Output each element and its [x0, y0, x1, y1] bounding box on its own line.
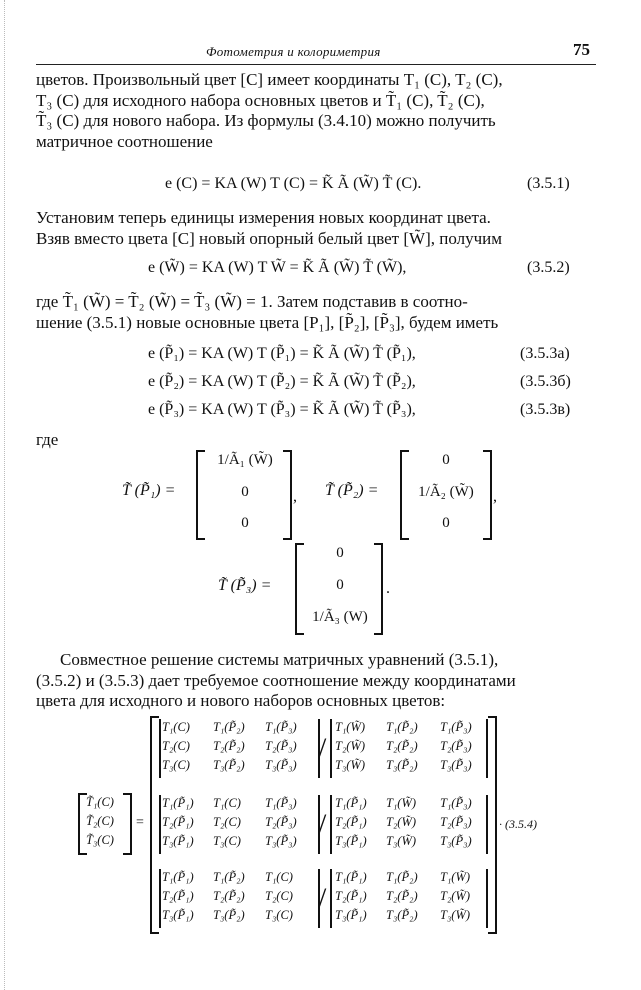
- period: .: [386, 580, 390, 597]
- determinant-cell: T₃(P̃₁): [162, 908, 194, 922]
- determinant-cell: T₃(P̃₂): [213, 908, 245, 922]
- determinant-cell: T₃(C): [162, 758, 190, 772]
- determinant-bar: [486, 869, 488, 928]
- determinant-cell: T₁(P̃₁): [162, 796, 194, 810]
- determinant-cell: T₁(P̃₃): [265, 720, 297, 734]
- determinant-cell: T₂(P̃₁): [335, 889, 367, 903]
- determinant-bar: [486, 795, 488, 854]
- matrix-cell: 0: [241, 515, 249, 531]
- determinant-cell: T₃(C): [265, 908, 293, 922]
- determinant-cell: T₂(W̃): [440, 889, 471, 903]
- equation-352: e (W̃) = KA (W) T W̃ = K̃ Ã (W̃) T̃ (W̃),: [148, 259, 407, 276]
- determinant-bar: [159, 869, 161, 928]
- determinant-bar: [486, 719, 488, 778]
- determinant-bar: [330, 795, 332, 854]
- determinant-cell: T₃(P̃₁): [335, 834, 367, 848]
- equation-number: (3.5.3а): [520, 345, 570, 362]
- matrix-cell: 0: [241, 484, 249, 500]
- determinant-cell: T₁(C): [213, 796, 241, 810]
- equation-353a: e (P̃₁) = KA (W) T (P̃₁) = K̃ Ã (W̃) T̃ (P̃₁),: [148, 345, 416, 362]
- lhs-cell: T̃₂(C): [86, 814, 114, 828]
- determinant-cell: T₁(P̃₁): [335, 870, 367, 884]
- bracket-left: [150, 716, 159, 934]
- equals-sign: =: [136, 815, 144, 830]
- equation-number: (3.5.3в): [520, 401, 571, 418]
- determinant-cell: T₃(P̃₃): [265, 834, 297, 848]
- fraction-slash: /: [318, 808, 327, 841]
- determinant-cell: T₂(C): [162, 739, 190, 753]
- text-line: где T̃₁ (W̃) = T̃₂ (W̃) = T̃₃ (W̃) = 1. Затем подставив в соотно-: [36, 292, 468, 311]
- text-line: Совместное решение системы матричных уравнений (3.5.1),: [60, 650, 499, 669]
- equation-number: (3.5.1): [527, 175, 570, 192]
- equation-351: e (C) = KA (W) T (C) = K̃ Ã (W̃) T̃ (C).: [165, 175, 422, 192]
- determinant-bar: [159, 795, 161, 854]
- comma: ,: [293, 488, 297, 505]
- where-label: где: [36, 430, 59, 449]
- determinant-cell: T₁(C): [162, 720, 190, 734]
- determinant-cell: T₁(P̃₂): [213, 720, 245, 734]
- text-line: Взяв вместо цвета [C] новый опорный белый цвет [W̃], получим: [36, 228, 502, 248]
- matrix-cell: 0: [336, 545, 344, 561]
- matrix-cell: 0: [336, 577, 344, 593]
- matrix-cell: 1/Ã₃ (W): [312, 609, 368, 625]
- equation-number: (3.5.2): [527, 259, 570, 276]
- matrix-cell: 0: [442, 452, 450, 468]
- determinant-cell: T₁(P̃₁): [335, 796, 367, 810]
- determinant-cell: T₂(P̃₁): [162, 815, 194, 829]
- determinant-cell: T₂(P̃₂): [386, 889, 418, 903]
- text-line: T̃₃ (C) для нового набора. Из формулы (3.4.10) можно получить: [36, 111, 496, 130]
- text-line: T₃ (C) для исходного набора основных цветов и T̃₁ (C), T̃₂ (C),: [36, 90, 485, 110]
- determinant-cell: T₁(P̃₂): [386, 870, 418, 884]
- fraction-slash: /: [318, 882, 327, 915]
- determinant-cell: T₁(W̃): [440, 870, 471, 884]
- equation-number: · (3.5.4): [499, 817, 537, 831]
- determinant-cell: T₂(P̃₂): [386, 739, 418, 753]
- determinant-bar: [159, 719, 161, 778]
- determinant-cell: T₃(P̃₃): [440, 834, 472, 848]
- determinant-cell: T₁(P̃₂): [213, 870, 245, 884]
- determinant-cell: T₁(P̃₃): [440, 796, 472, 810]
- determinant-cell: T₂(W̃): [386, 815, 417, 829]
- determinant-bar: [330, 719, 332, 778]
- lhs-cell: T̃₃(C): [86, 833, 114, 847]
- text-line: шение (3.5.1) новые основные цвета [P₁], [P̃₂], [P̃₃], будем иметь: [36, 312, 499, 332]
- text-line: (3.5.2) и (3.5.3) дает требуемое соотношение между координатами: [36, 670, 516, 690]
- text-line: матричное соотношение: [36, 131, 213, 151]
- determinant-cell: T₁(P̃₂): [386, 720, 418, 734]
- comma: ,: [493, 488, 497, 505]
- determinant-cell: T₂(P̃₁): [162, 889, 194, 903]
- equation-353c: e (P̃₃) = KA (W) T (P̃₃) = K̃ Ã (W̃) T̃ (P̃₃),: [148, 401, 416, 418]
- determinant-cell: T₃(P̃₂): [386, 908, 418, 922]
- determinant-cell: T₂(W̃): [335, 739, 366, 753]
- determinant-bar: [330, 869, 332, 928]
- vector-p2-label: T̃ (P̃₂) =: [325, 482, 379, 499]
- determinant-cell: T₁(W̃): [386, 796, 417, 810]
- determinant-cell: T₂(P̃₁): [335, 815, 367, 829]
- determinant-cell: T₂(P̃₃): [440, 739, 472, 753]
- equation-353b: e (P̃₂) = KA (W) T (P̃₂) = K̃ Ã (W̃) T̃ (P̃₂),: [148, 373, 416, 390]
- determinant-cell: T₁(W̃): [335, 720, 366, 734]
- determinant-cell: T₃(W̃): [440, 908, 471, 922]
- text-line: цветов. Произвольный цвет [C] имеет координаты T₁ (C), T₂ (C),: [36, 70, 503, 89]
- running-title: Фотометрия и колориметрия: [206, 44, 381, 59]
- determinant-cell: T₁(P̃₃): [440, 720, 472, 734]
- fraction-slash: /: [318, 732, 327, 765]
- determinant-cell: T₂(P̃₃): [265, 739, 297, 753]
- determinant-cell: T₂(C): [265, 889, 293, 903]
- text-line: Установим теперь единицы измерения новых координат цвета.: [36, 208, 491, 227]
- vector-p1-label: T̃ (P̃₁) =: [122, 482, 176, 499]
- determinant-cell: T₁(P̃₁): [162, 870, 194, 884]
- determinant-cell: T₃(W̃): [386, 834, 417, 848]
- determinant-cell: T₂(P̃₂): [213, 739, 245, 753]
- matrix-cell: 1/Ã₂ (W̃): [418, 484, 474, 500]
- matrix-cell: 1/Ã₁ (W̃): [217, 452, 273, 468]
- determinant-cell: T₁(C): [265, 870, 293, 884]
- bracket-right: [123, 793, 132, 855]
- matrix-cell: 0: [442, 515, 450, 531]
- determinant-cell: T₃(P̃₁): [335, 908, 367, 922]
- determinant-cell: T₂(P̃₃): [265, 815, 297, 829]
- vector-p3-label: T̃ (P̃₃) =: [218, 577, 272, 594]
- determinant-cell: T₃(P̃₂): [386, 758, 418, 772]
- determinant-cell: T₃(P̃₃): [265, 758, 297, 772]
- determinant-cell: T₃(P̃₁): [162, 834, 194, 848]
- determinant-cell: T₃(P̃₃): [440, 758, 472, 772]
- determinant-cell: T₂(P̃₃): [440, 815, 472, 829]
- page-number: 75: [573, 40, 590, 59]
- determinant-cell: T₃(P̃₂): [213, 758, 245, 772]
- determinant-cell: T₁(P̃₃): [265, 796, 297, 810]
- lhs-cell: T̃₁(C): [86, 795, 114, 809]
- text-line: цвета для исходного и нового наборов основных цветов:: [36, 691, 446, 710]
- determinant-cell: T₂(P̃₂): [213, 889, 245, 903]
- equation-number: (3.5.3б): [520, 373, 571, 390]
- determinant-cell: T₃(C): [213, 834, 241, 848]
- bracket-right: [488, 716, 497, 934]
- determinant-cell: T₂(C): [213, 815, 241, 829]
- determinant-cell: T₃(W̃): [335, 758, 366, 772]
